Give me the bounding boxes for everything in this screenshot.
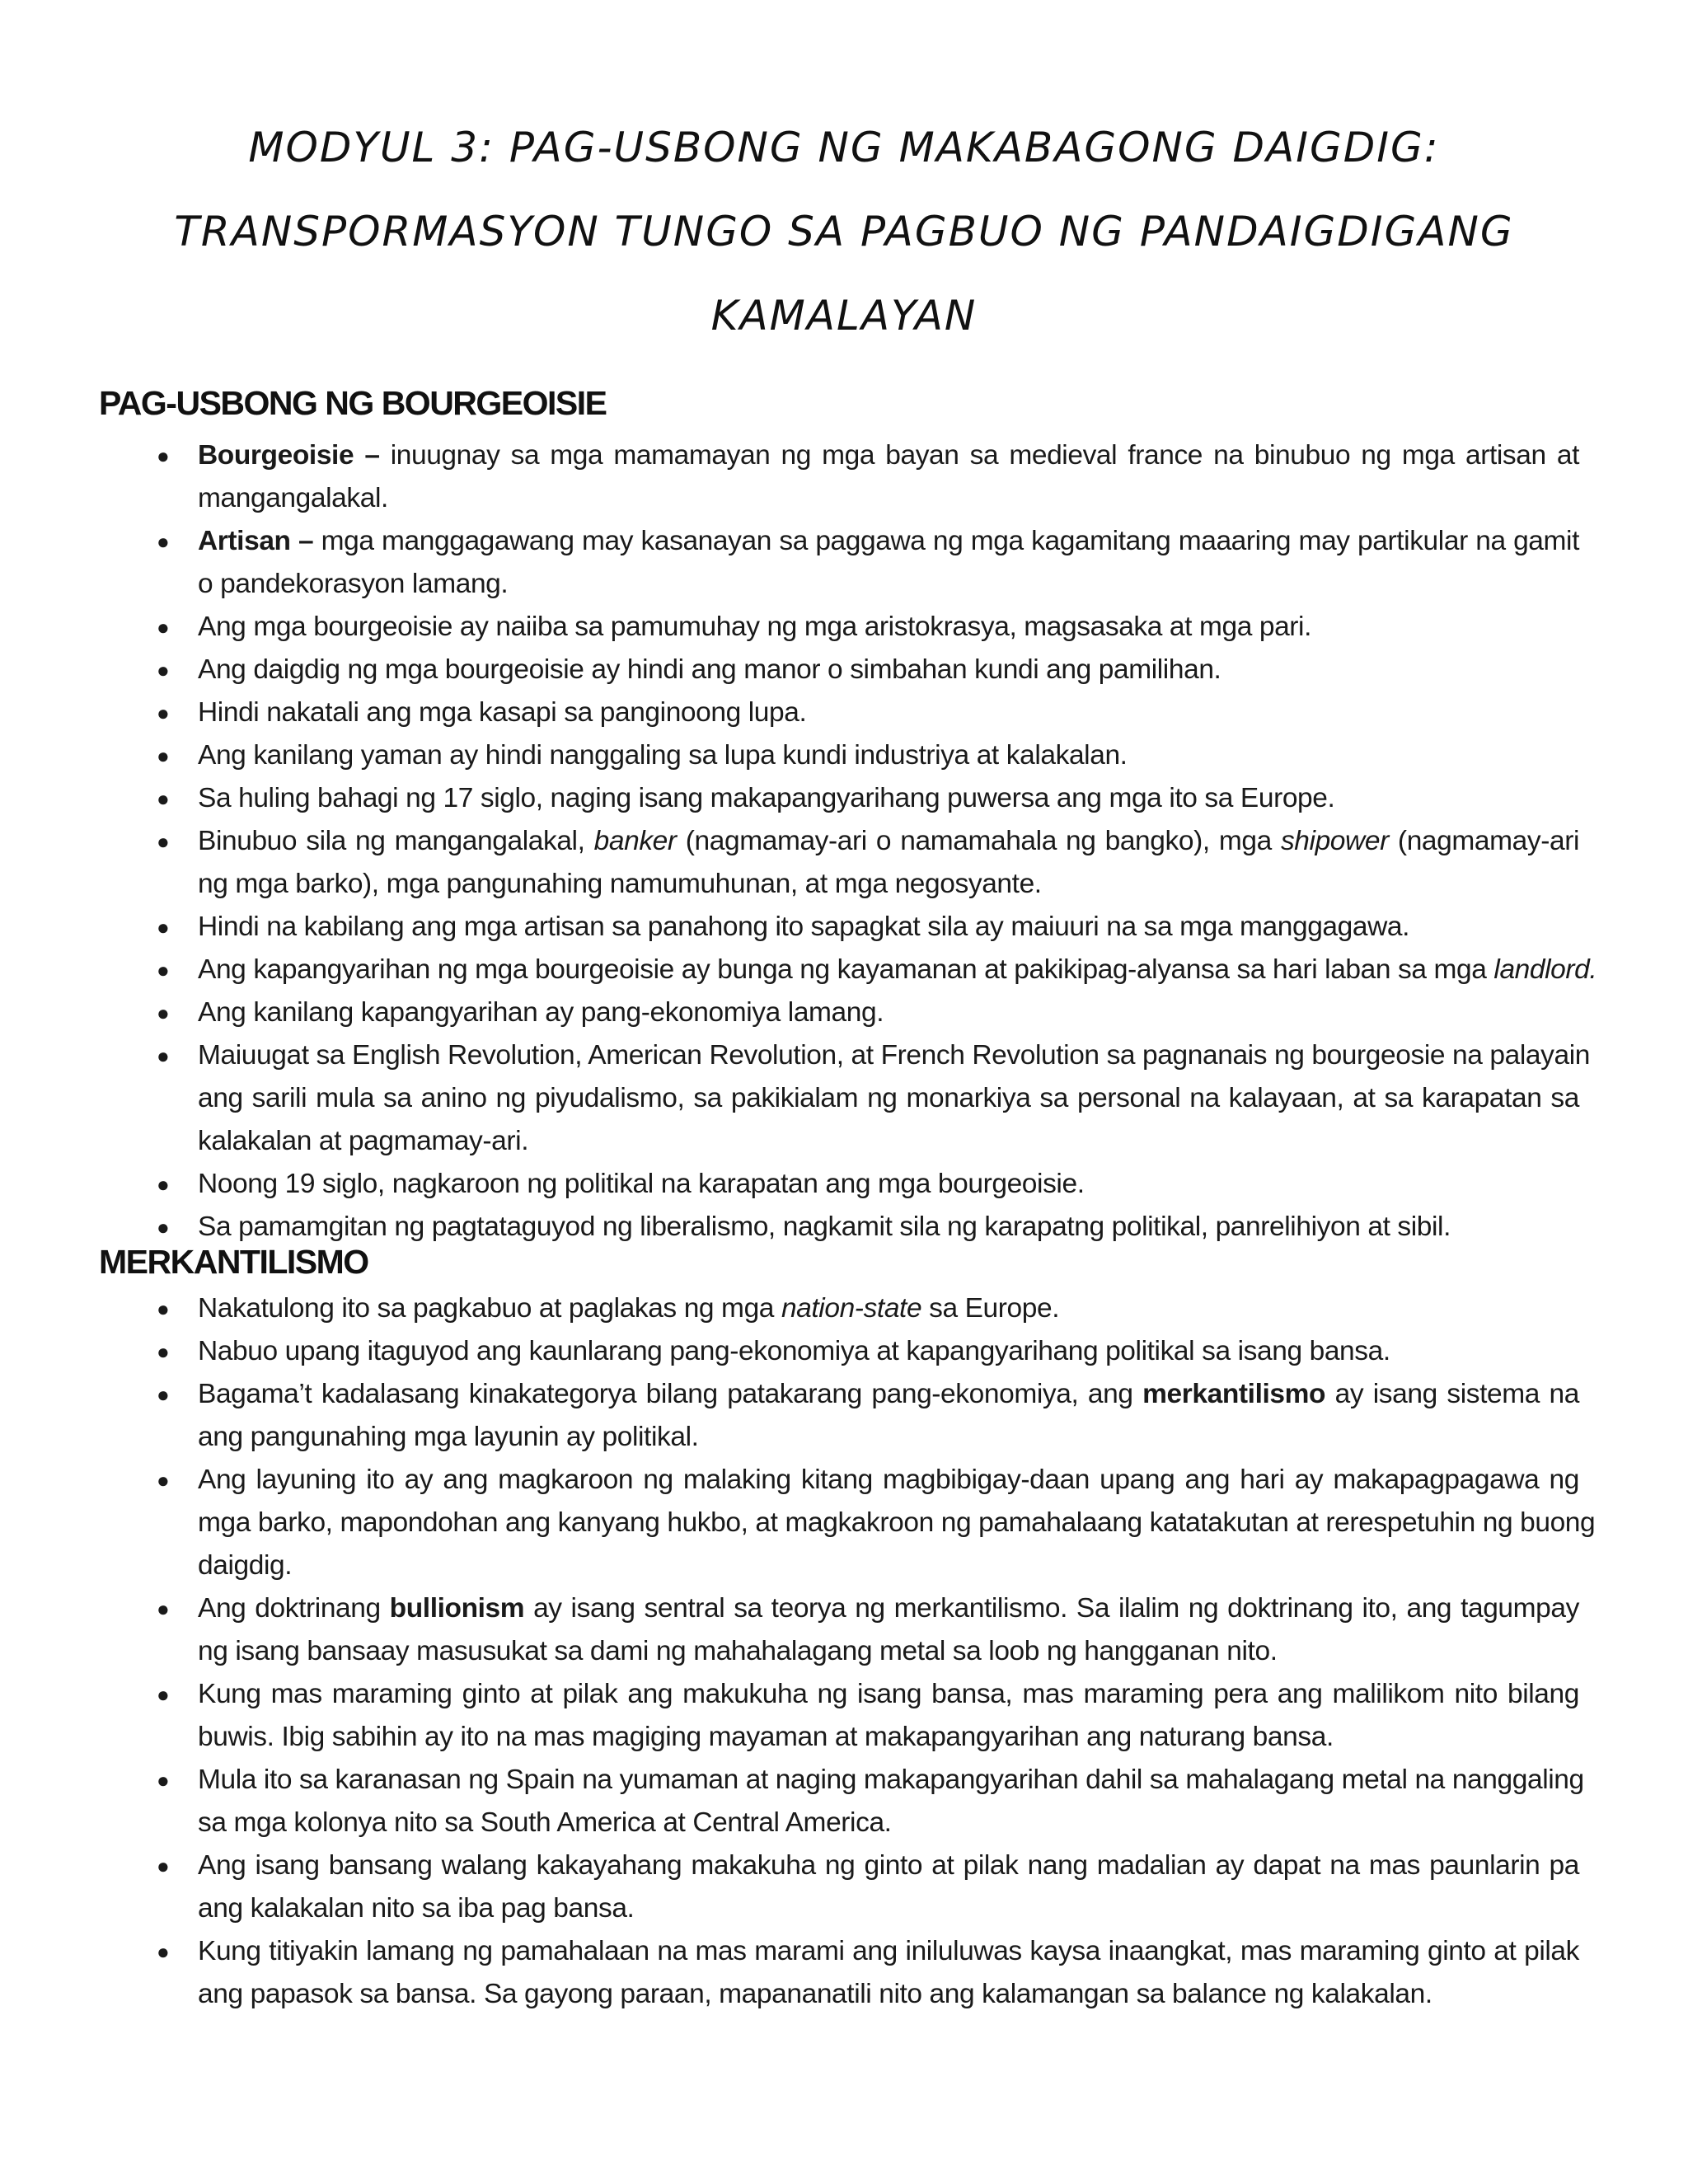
text-segment: Ang layuning ito ay ang magkaroon ng malaking kitang magbibigay-daan upang ang hari ay makapagpagawa ng — [198, 1465, 1579, 1495]
text-line — [198, 1844, 1579, 1887]
text-segment: ng mga barko), mga pangunahing namumuhunan, at mga negosyante. — [198, 869, 1042, 899]
text-segment: kalakalan at pagmamay-ari. — [198, 1126, 529, 1156]
title-line: KAMALAYAN — [710, 292, 978, 340]
text-segment: Ang mga bourgeoisie ay naiiba sa pamumuhay ng mga aristokrasya, magsasaka at mga pari. — [198, 612, 1312, 642]
text-segment: mga manggagawang may kasanayan sa paggawa ng mga kagamitang maaaring may partikular na gamit — [321, 526, 1579, 556]
text-line — [198, 1930, 1579, 1973]
bullet-icon: ● — [157, 743, 170, 768]
list-item — [0, 1330, 1579, 1373]
list-item — [0, 1163, 1579, 1206]
text-segment: ang sarili mula sa anino ng piyudalismo, sa pakikialam ng monarkiya sa personal na kalayaan, at sa karapatan sa — [198, 1083, 1579, 1113]
section-heading-merkantilismo: MERKANTILISMO — [99, 1243, 368, 1281]
bold-term: Bourgeoisie – — [198, 440, 391, 471]
text-segment: Bagama’t kadalasang kinakategorya bilang patakarang pang-ekonomiya, ang — [198, 1379, 1143, 1409]
bold-term: merkantilismo — [1142, 1379, 1326, 1409]
text-segment: sa mga kolonya nito sa South America at Central America. — [198, 1807, 892, 1838]
module-title — [124, 105, 1564, 358]
list-item — [0, 820, 1579, 906]
bullet-icon: ● — [157, 1854, 170, 1878]
list-item — [0, 949, 1597, 991]
text-segment: (nagmamay-ari — [1388, 826, 1579, 856]
text-segment: ang pangunahing mga layunin ay politikal. — [198, 1422, 699, 1452]
text-segment: ng isang bansaay masusukat sa dami ng mahahalagang metal sa loob ng hangganan nito. — [198, 1636, 1278, 1666]
text-line — [198, 820, 1579, 863]
bullet-icon: ● — [157, 1939, 170, 1964]
text-line — [198, 649, 1579, 691]
list-item — [0, 777, 1579, 820]
text-line — [198, 1416, 1579, 1459]
title-line: MODYUL 3: PAG-USBONG NG MAKABAGONG DAIGDIG: — [248, 124, 1440, 171]
list-item — [0, 1673, 1579, 1759]
list-item — [0, 1459, 1596, 1587]
text-line — [198, 1973, 1579, 2016]
bold-term: bullionism — [389, 1593, 525, 1624]
text-line — [198, 863, 1579, 906]
text-line — [198, 1206, 1579, 1249]
text-line — [198, 1077, 1579, 1120]
text-line — [198, 1887, 1579, 1930]
text-line — [198, 1673, 1579, 1716]
text-segment: sa Europe. — [921, 1293, 1060, 1324]
text-line — [198, 1287, 1579, 1330]
bullet-icon: ● — [157, 1596, 170, 1621]
bullet-icon: ● — [157, 529, 170, 554]
text-line — [198, 520, 1579, 563]
list-item — [0, 1373, 1579, 1459]
text-line — [198, 477, 1579, 520]
text-segment: Binubuo sila ng mangangalakal, — [198, 826, 594, 856]
text-segment: Hindi na kabilang ang mga artisan sa panahong ito sapagkat sila ay maiuuri na sa mga manggagawa. — [198, 912, 1410, 942]
italic-term: nation-state — [781, 1293, 922, 1324]
text-line — [198, 434, 1579, 477]
bullet-icon: ● — [157, 1215, 170, 1240]
text-segment: inuugnay sa mga mamamayan ng mga bayan sa medieval france na binubuo ng mga artisan at — [390, 440, 1579, 471]
text-segment: Kung titiyakin lamang ng pamahalaan na mas marami ang iniluluwas kaysa inaangkat, mas maraming ginto at pilak — [198, 1936, 1579, 1966]
text-segment: Ang isang bansang walang kakayahang makakuha ng ginto at pilak nang madalian ay dapat na mas paunlarin pa — [198, 1850, 1579, 1881]
italic-term: banker — [593, 826, 677, 856]
italic-term: landlord. — [1493, 954, 1597, 985]
text-line — [198, 1587, 1579, 1630]
text-line — [198, 563, 1579, 606]
text-segment: ay isang sentral sa teorya ng merkantilismo. Sa ilalim ng doktrinang ito, ang tagumpay — [524, 1593, 1579, 1624]
text-segment: (nagmamay-ari o namamahala ng bangko), mga — [676, 826, 1281, 856]
italic-term: shipower — [1280, 826, 1389, 856]
text-segment: buwis. Ibig sabihin ay ito na mas magiging mayaman at makapangyarihan ang naturang bansa. — [198, 1722, 1334, 1752]
text-line — [198, 1330, 1579, 1373]
text-line — [198, 1802, 1579, 1844]
text-line — [198, 734, 1579, 777]
list-item — [0, 1759, 1584, 1844]
section-heading-bourgeoisie: PAG-USBONG NG BOURGEOISIE — [99, 384, 607, 422]
list-item — [0, 991, 1579, 1034]
list-item — [0, 906, 1579, 949]
text-segment: Ang kanilang kapangyarihan ay pang-ekonomiya lamang. — [198, 997, 884, 1028]
text-line — [198, 1502, 1596, 1544]
text-segment: Sa pamamgitan ng pagtataguyod ng liberalismo, nagkamit sila ng karapatng politikal, panrelihiyon at sibil. — [198, 1212, 1451, 1242]
text-line — [198, 1120, 1579, 1163]
text-line — [198, 1630, 1579, 1673]
bullet-icon: ● — [157, 1172, 170, 1197]
list-item — [0, 1844, 1579, 1930]
text-line — [198, 949, 1597, 991]
bullet-icon: ● — [157, 1339, 170, 1364]
list-item — [0, 520, 1579, 606]
text-line — [198, 1373, 1579, 1416]
text-segment: Sa huling bahagi ng 17 siglo, naging isang makapangyarihang puwersa ang mga ito sa Europe. — [198, 783, 1335, 813]
list-item — [0, 691, 1579, 734]
text-segment: Ang doktrinang — [198, 1593, 390, 1624]
text-segment: daigdig. — [198, 1550, 293, 1581]
bullet-list-bourgeoisie — [0, 434, 1597, 1249]
text-segment: Ang kanilang yaman ay hindi nanggaling sa lupa kundi industriya at kalakalan. — [198, 740, 1128, 771]
bullet-icon: ● — [157, 1382, 170, 1407]
text-segment: mangangalakal. — [198, 483, 388, 513]
bold-term: Artisan – — [198, 526, 321, 556]
text-line — [198, 1716, 1579, 1759]
list-item — [0, 434, 1579, 520]
bullet-icon: ● — [157, 658, 170, 682]
text-segment: Nakatulong ito sa pagkabuo at paglakas ng mga — [198, 1293, 781, 1324]
text-line — [198, 1759, 1584, 1802]
text-segment: ang kalakalan nito sa iba pag bansa. — [198, 1893, 635, 1924]
text-segment: Hindi nakatali ang mga kasapi sa panginoong lupa. — [198, 697, 807, 728]
text-segment: Noong 19 siglo, nagkaroon ng politikal na karapatan ang mga bourgeoisie. — [198, 1169, 1085, 1199]
title-line: TRANSPORMASYON TUNGO SA PAGBUO NG PANDAIGDIGANG — [174, 208, 1514, 255]
bullet-icon: ● — [157, 829, 170, 854]
text-segment: o pandekorasyon lamang. — [198, 569, 509, 599]
bullet-icon: ● — [157, 1001, 170, 1025]
text-segment: Maiuugat sa English Revolution, American Revolution, at French Revolution sa pagnanais ng bourgeosie na palayain — [198, 1040, 1590, 1071]
bullet-icon: ● — [157, 1768, 170, 1793]
bullet-icon: ● — [157, 443, 170, 468]
list-item — [0, 734, 1579, 777]
bullet-icon: ● — [157, 958, 170, 982]
list-item — [0, 1287, 1579, 1330]
list-item — [0, 1034, 1590, 1163]
bullet-icon: ● — [157, 615, 170, 640]
list-item — [0, 606, 1579, 649]
text-line — [198, 1459, 1579, 1502]
text-line — [198, 906, 1579, 949]
text-line — [198, 777, 1579, 820]
text-segment: Mula ito sa karanasan ng Spain na yumaman at naging makapangyarihan dahil sa mahalagang metal na nanggaling — [198, 1765, 1584, 1795]
bullet-list-merkantilismo — [0, 1287, 1596, 2016]
text-segment: ang papasok sa bansa. Sa gayong paraan, mapananatili nito ang kalamangan sa balance ng kalakalan. — [198, 1979, 1432, 2009]
text-line — [198, 991, 1579, 1034]
bullet-icon: ● — [157, 1043, 170, 1068]
list-item — [0, 1587, 1579, 1673]
list-item — [0, 1930, 1579, 2016]
bullet-icon: ● — [157, 1468, 170, 1493]
text-segment: mga barko, mapondohan ang kanyang hukbo, at magkakroon ng pamahalaang katatakutan at rerespetuhin ng buong — [198, 1507, 1596, 1538]
bullet-icon: ● — [157, 1296, 170, 1321]
bullet-icon: ● — [157, 786, 170, 811]
text-line — [198, 606, 1579, 649]
text-segment: Nabuo upang itaguyod ang kaunlarang pang-ekonomiya at kapangyarihang politikal sa isang bansa. — [198, 1336, 1390, 1366]
bullet-icon: ● — [157, 1682, 170, 1707]
text-line — [198, 691, 1579, 734]
text-line — [198, 1544, 1579, 1587]
text-segment: Kung mas maraming ginto at pilak ang makukuha ng isang bansa, mas maraming pera ang malilikom nito bilang — [198, 1679, 1579, 1709]
bullet-icon: ● — [157, 701, 170, 725]
bullet-icon: ● — [157, 915, 170, 940]
text-segment: ay isang sistema na — [1325, 1379, 1579, 1409]
text-segment: Ang daigdig ng mga bourgeoisie ay hindi ang manor o simbahan kundi ang pamilihan. — [198, 654, 1221, 685]
list-item — [0, 649, 1579, 691]
text-line — [198, 1163, 1579, 1206]
text-segment: Ang kapangyarihan ng mga bourgeoisie ay bunga ng kayamanan at pakikipag-alyansa sa hari laban sa mga — [198, 954, 1494, 985]
text-line — [198, 1034, 1590, 1077]
